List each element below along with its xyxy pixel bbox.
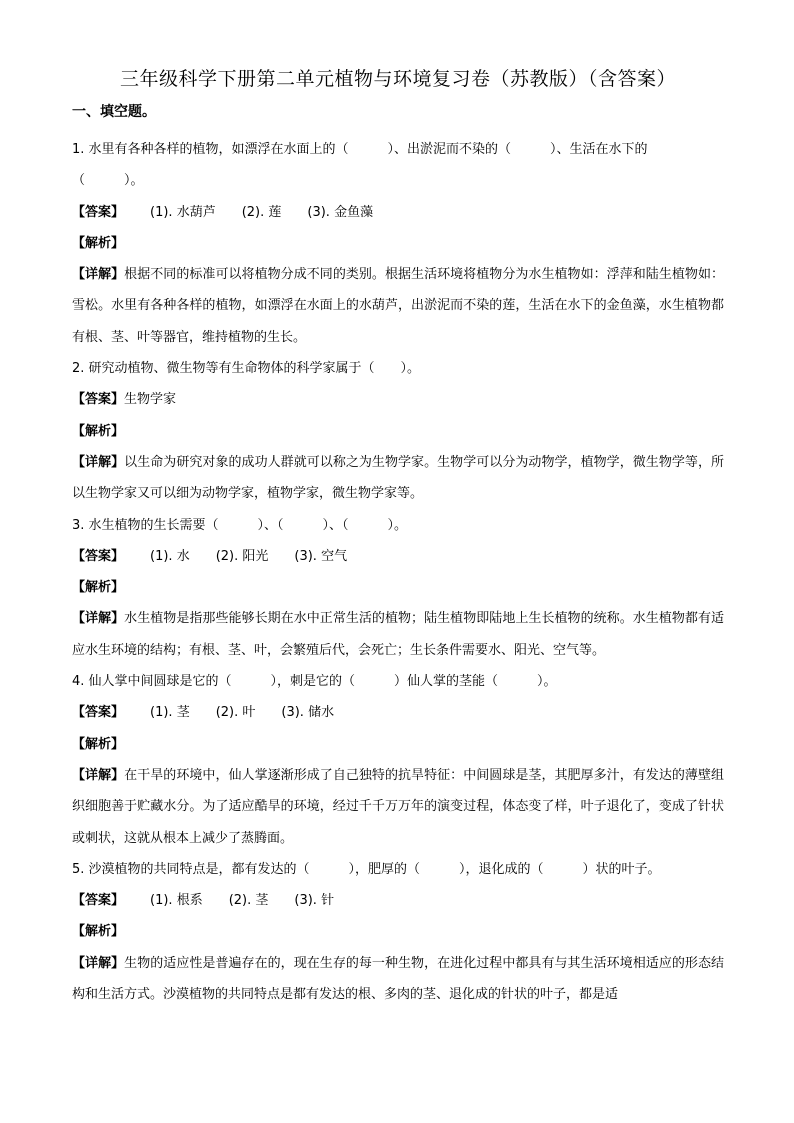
answer-item: 生物学家 bbox=[124, 392, 177, 408]
answer-line bbox=[72, 697, 724, 728]
answer-item: (3). 储水 bbox=[281, 705, 335, 721]
analysis-label: 【解析】 bbox=[72, 423, 125, 439]
answer-line bbox=[72, 384, 724, 415]
detail-text: 根据不同的标准可以将植物分成不同的类别。根据生活环境将植物分为水生植物如：浮萍和陆生植物如：雪松。水里有各种各样的植物，如漂浮在水面上的水葫芦，出淤泥而不染的莲，生活在水下的金鱼藻，水生植物都有根、茎、叶等器官，维持植物的生长。 bbox=[72, 267, 724, 345]
answer-item: (1). 水葫芦 bbox=[150, 204, 216, 220]
answer-item: (1). 根系 bbox=[150, 893, 203, 909]
answer-item: (2). 莲 bbox=[241, 204, 282, 220]
question-block-5 bbox=[72, 854, 724, 1010]
detail-paragraph bbox=[72, 760, 724, 854]
analysis-label: 【解析】 bbox=[72, 580, 125, 596]
question-text: 1. 水里有各种各样的植物，如漂浮在水面上的（ ）、出淤泥而不染的（ ）、生活在水下的 bbox=[72, 142, 648, 157]
answer-line bbox=[72, 885, 724, 916]
detail-text: 生物的适应性是普遍存在的，现在生存的每一种生物，在进化过程中都具有与其生活环境相适应的形态结构和生活方式。沙漠植物的共同特点是都有发达的根、多肉的茎、退化成的针状的叶子，都是适 bbox=[72, 955, 724, 1003]
detail-text: 水生植物是指那些能够长期在水中正常生活的植物；陆生植物即陆地上生长植物的统称。水生植物都有适应水生环境的结构；有根、茎、叶，会繁殖后代，会死亡；生长条件需要水、阳光、空气等。 bbox=[72, 611, 724, 658]
detail-paragraph bbox=[72, 603, 724, 666]
question-text: 3. 水生植物的生长需要（ ）、（ ）、（ ）。 bbox=[72, 517, 408, 533]
detail-label: 【详解】 bbox=[72, 611, 125, 627]
question-text: 2. 研究动植物、微生物等有生命物体的科学家属于（ ）。 bbox=[72, 361, 421, 377]
question-text: 4. 仙人掌中间圆球是它的（ ），刺是它的（ ）仙人掌的茎能（ ）。 bbox=[72, 674, 557, 690]
answer-item: (1). 茎 bbox=[150, 705, 190, 721]
answer-item: (3). 针 bbox=[294, 893, 335, 909]
answer-label: 【答案】 bbox=[72, 893, 125, 909]
answer-label: 【答案】 bbox=[72, 392, 125, 408]
detail-label: 【详解】 bbox=[72, 267, 125, 283]
answer-item: (1). 水 bbox=[150, 548, 190, 564]
detail-text: 在干旱的环境中，仙人掌逐渐形成了自己独特的抗旱特征：中间圆球是茎，其肥厚多汁，有发达的薄壁组织细胞善于贮藏水分。为了适应酷旱的环境，经过千千万万年的演变过程，体态变了样，叶子退化了，变成了针状或刺状，这就从根本上减少了蒸腾面。 bbox=[72, 767, 724, 846]
exam-page bbox=[72, 64, 724, 1010]
question-block-1 bbox=[72, 134, 724, 353]
detail-label: 【详解】 bbox=[72, 767, 125, 783]
answer-label: 【答案】 bbox=[72, 204, 125, 220]
analysis-label: 【解析】 bbox=[72, 924, 125, 940]
analysis-label: 【解析】 bbox=[72, 235, 125, 251]
analysis-label: 【解析】 bbox=[72, 736, 125, 752]
answer-item: (2). 阳光 bbox=[215, 548, 269, 564]
answer-label: 【答案】 bbox=[72, 705, 125, 721]
question-block-2 bbox=[72, 353, 724, 509]
answer-item: (3). 金鱼藻 bbox=[307, 204, 374, 220]
answer-label: 【答案】 bbox=[72, 548, 125, 564]
detail-label: 【详解】 bbox=[72, 454, 125, 470]
detail-paragraph bbox=[72, 447, 724, 510]
answer-item: (2). 叶 bbox=[215, 705, 256, 721]
question-text: 5. 沙漠植物的共同特点是，都有发达的（ ），肥厚的（ ），退化成的（ ）状的叶子。 bbox=[72, 861, 661, 877]
answer-item: (2). 茎 bbox=[228, 893, 269, 909]
question-block-4 bbox=[72, 666, 724, 854]
section-heading: 一、填空题。 bbox=[72, 104, 156, 120]
answer-line bbox=[72, 197, 724, 228]
question-text-cont: （ ）。 bbox=[72, 173, 144, 189]
detail-label: 【详解】 bbox=[72, 955, 125, 971]
answer-line bbox=[72, 541, 724, 572]
page-title: 三年级科学下册第二单元植物与环境复习卷（苏教版）（含答案） bbox=[119, 68, 676, 90]
detail-paragraph bbox=[72, 259, 724, 353]
detail-text: 以生命为研究对象的成功人群就可以称之为生物学家。生物学可以分为动物学，植物学，微生物学等，所以生物学家又可以细为动物学家，植物学家，微生物学家等。 bbox=[72, 454, 724, 502]
answer-item: (3). 空气 bbox=[294, 548, 348, 564]
question-block-3 bbox=[72, 510, 724, 666]
detail-paragraph bbox=[72, 948, 724, 1011]
